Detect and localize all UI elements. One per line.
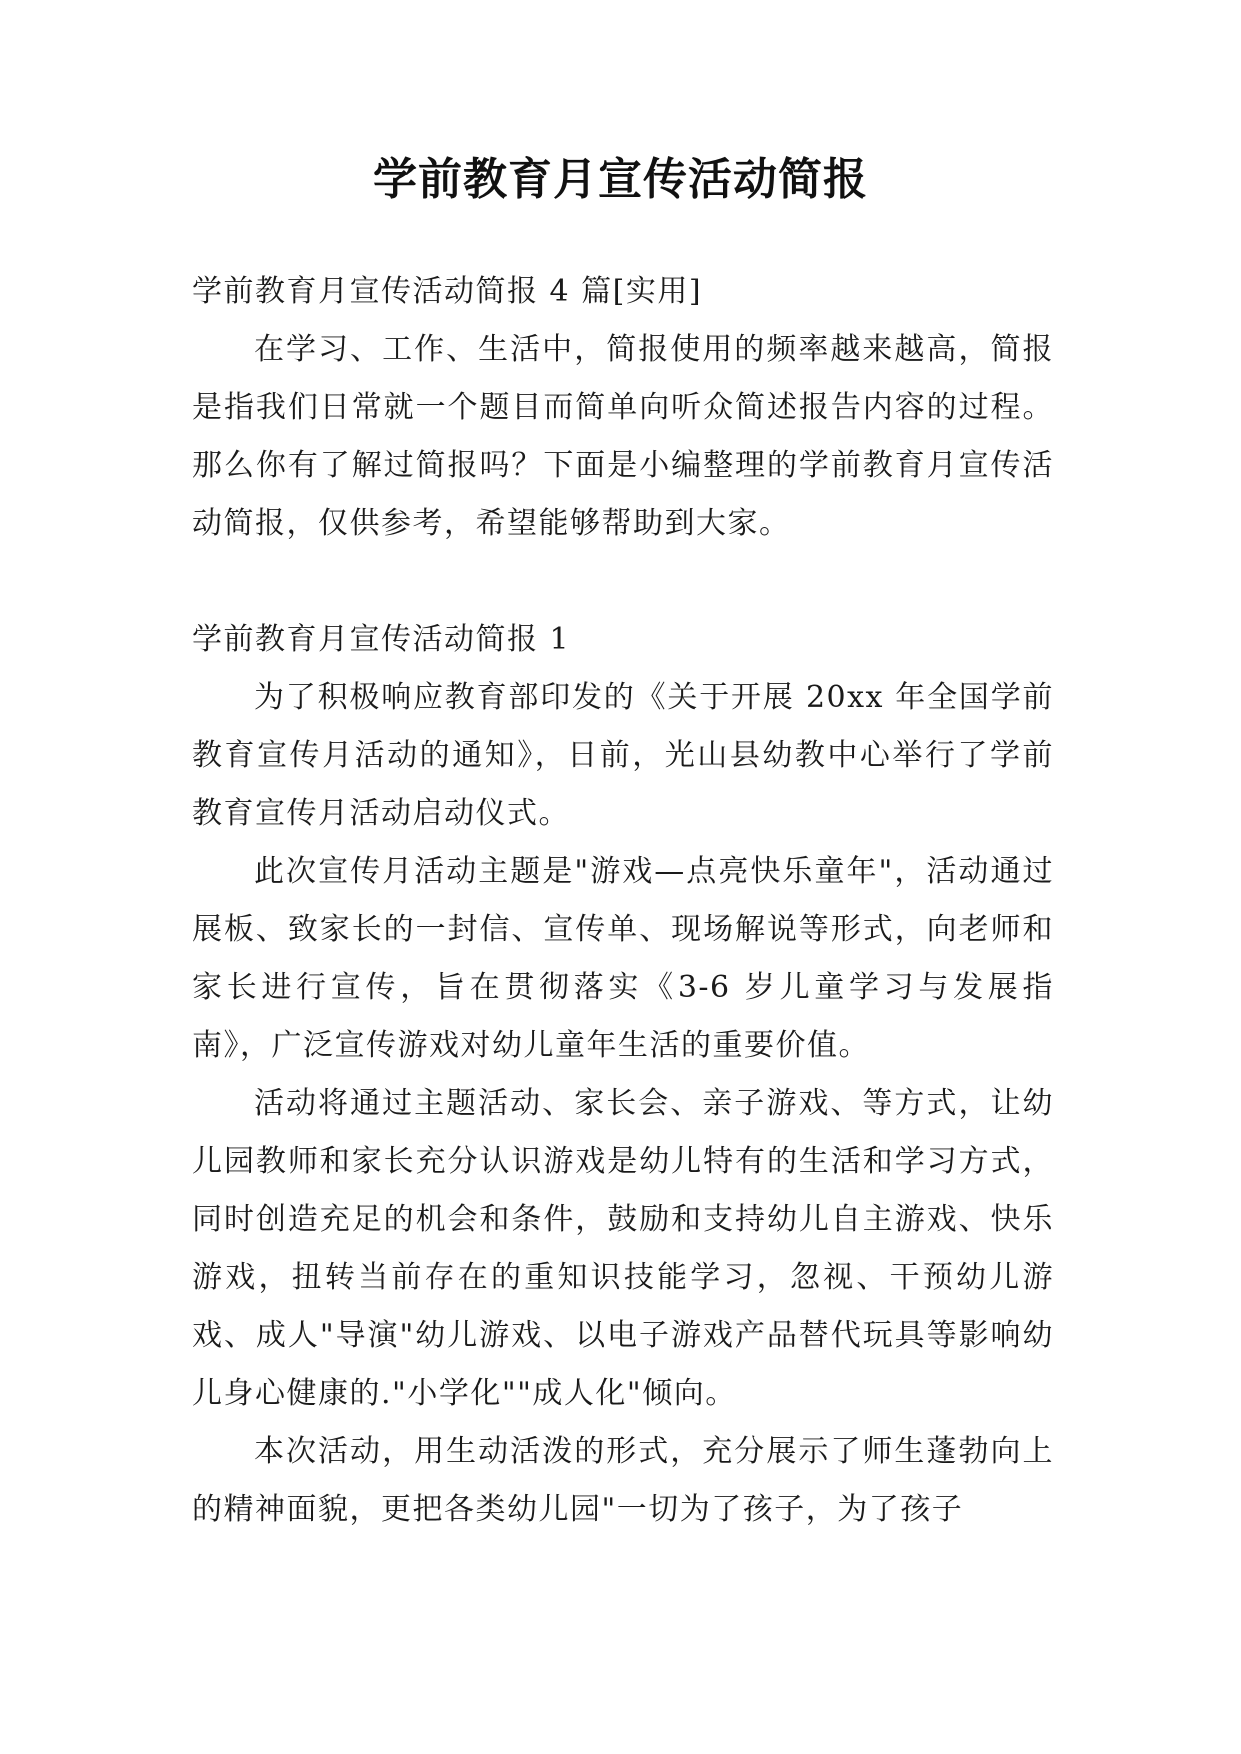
document-body	[192, 263, 1054, 1539]
paragraph: 活动将通过主题活动、家长会、亲子游戏、等方式，让幼儿园教师和家长充分认识游戏是幼儿特有的生活和学习方式，同时创造充足的机会和条件，鼓励和支持幼儿自主游戏、快乐游戏，扭转当前存在的重知识技能学习，忽视、干预幼儿游戏、成人"导演"幼儿游戏、以电子游戏产品替代玩具等影响幼儿身心健康的."小学化""成人化"倾向。	[192, 1086, 1054, 1411]
paragraph: 为了积极响应教育部印发的《关于开展 20xx 年全国学前教育宣传月活动的通知》，日前，光山县幼教中心举行了学前教育宣传月活动启动仪式。	[192, 680, 1054, 831]
paragraph: 此次宣传月活动主题是"游戏—点亮快乐童年"，活动通过展板、致家长的一封信、宣传单、现场解说等形式，向老师和家长进行宣传，旨在贯彻落实《3-6 岁儿童学习与发展指南》，广泛宣传游戏对幼儿童年生活的重要价值。	[192, 854, 1054, 1063]
section-spacer	[192, 553, 1054, 611]
document-title: 学前教育月宣传活动简报	[373, 154, 868, 205]
intro-paragraph: 在学习、工作、生活中，简报使用的频率越来越高，简报是指我们日常就一个题目而简单向听众简述报告内容的过程。那么你有了解过简报吗？下面是小编整理的学前教育月宣传活动简报，仅供参考，希望能够帮助到大家。	[192, 332, 1054, 541]
document-subtitle: 学前教育月宣传活动简报 4 篇[实用]	[192, 274, 703, 309]
paragraph: 本次活动，用生动活泼的形式，充分展示了师生蓬勃向上的精神面貌，更把各类幼儿园"一切为了孩子，为了孩子	[192, 1434, 1054, 1527]
section-heading: 学前教育月宣传活动简报 1	[192, 622, 571, 657]
